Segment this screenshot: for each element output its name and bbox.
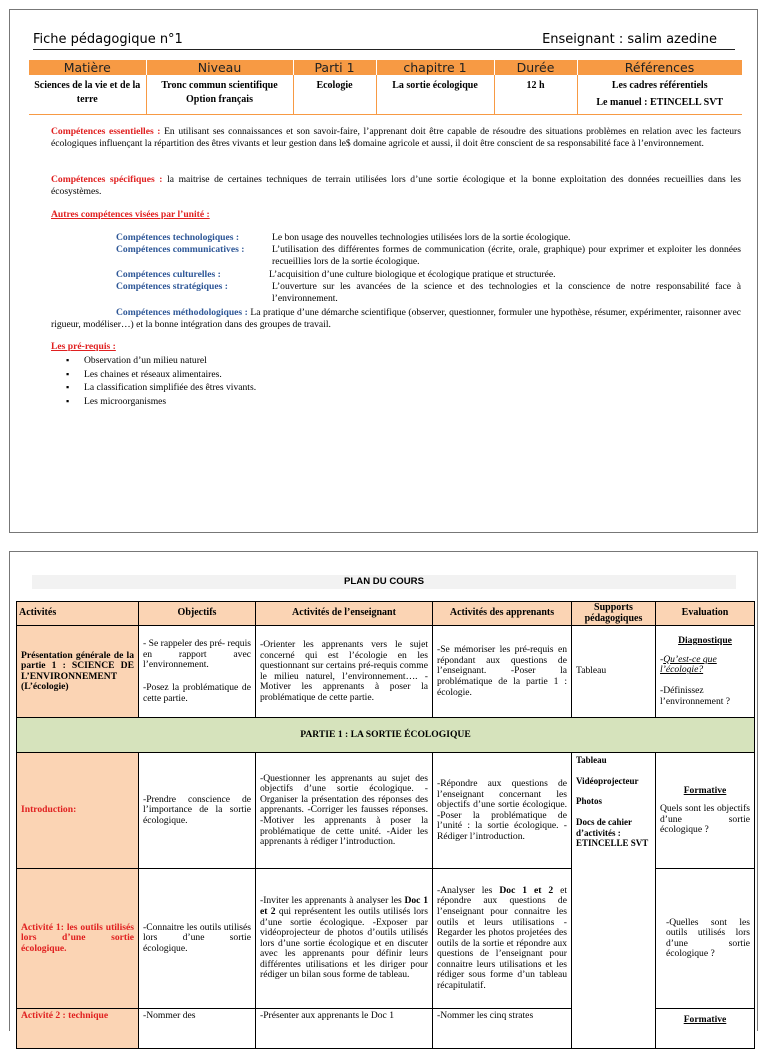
- evaluation-type: Diagnostique: [678, 635, 732, 647]
- references-cell: [577, 75, 742, 115]
- table-row: [17, 626, 755, 718]
- competence-text: Le bon usage des nouvelles technologies utilisées lors de la sortie écologique.: [272, 232, 571, 243]
- evaluation-type: Formative: [683, 1014, 727, 1026]
- competence-text: L’acquisition d’une culture biologique et écologique pratique et structurée.: [269, 269, 556, 280]
- competence-technologique: [116, 232, 741, 244]
- meta-header-cell: Matière: [29, 60, 146, 75]
- support-item: Vidéoprojecteur: [576, 775, 639, 786]
- niveau-line: Tronc commun scientifique: [161, 80, 278, 91]
- support-item: Docs de cahier d’activités : ETINCELLE SVT: [576, 816, 649, 849]
- competences-essentielles-label: Compétences essentielles :: [51, 126, 161, 137]
- competence-strategique: [116, 281, 741, 305]
- evaluation-cell: Diagnostique -Qu’est-ce que l’écologie? -Définissez l’environnement ?: [656, 626, 755, 718]
- competences-essentielles-text: En utilisant ses connaissances et son savoir-faire, l’apprenant doit être capable de résoudre des situations problèmes en relation avec les facteurs écologiques influençant la répartition des êtres vivants et leur gestion dans le$ domaine agricole et aussi, il doit être conscient de sa responsabilité face à l’environnement.: [51, 126, 741, 149]
- niveau-cell: [146, 75, 293, 115]
- competence-methodologique: [51, 307, 741, 330]
- plan-header-cell: Activités des apprenants: [433, 602, 572, 626]
- competences-essentielles: [51, 126, 741, 149]
- objective-cell: -Nommer des: [139, 1009, 256, 1049]
- prerequis-heading: [51, 341, 741, 353]
- chapitre-cell: La sortie écologique: [376, 75, 494, 115]
- meta-header-cell: Références: [577, 60, 742, 75]
- list-item: ▪ Les microorganismes: [66, 395, 256, 409]
- text-span-bold: Doc 1 et 2: [260, 895, 428, 917]
- competence-label: Compétences technologiques :: [116, 232, 240, 243]
- evaluation-type: Formative: [683, 784, 727, 796]
- teacher-activity-cell: -Orienter les apprenants vers le sujet concerné qui est l’écologie en les questionnant sur certains pré-requis comme le milieu naturel, l’environnement…. -Motiver les apprenants à poser la problématique de cette partie.: [256, 626, 433, 718]
- evaluation-question: -Définissez l’environnement ?: [660, 684, 731, 707]
- competence-culturelle: [116, 269, 741, 281]
- niveau-line: Option français: [186, 94, 253, 105]
- activity-cell: [17, 1009, 139, 1049]
- text-span: -Inviter les apprenants à analyser les: [260, 895, 405, 907]
- support-item: Photos: [576, 796, 603, 807]
- objective-cell: [139, 626, 256, 718]
- references-line: Le manuel : ETINCELL SVT: [596, 97, 724, 108]
- activity-cell: Présentation générale de la partie 1 : SCIENCE DE L’ENVIRONNEMENT (L’écologie): [17, 626, 139, 718]
- activity-cell: [17, 753, 139, 869]
- parti-cell: Ecologie: [293, 75, 376, 115]
- plan-table: [16, 601, 755, 1049]
- evaluation-cell: [656, 753, 755, 869]
- table-row: [17, 753, 755, 869]
- activity-cell: [17, 869, 139, 1009]
- teacher-name: Enseignant : salim azedine: [542, 32, 717, 47]
- prerequis-label: Les pré-requis :: [51, 341, 116, 352]
- competence-label: Compétences méthodologiques :: [116, 307, 248, 318]
- competence-text: La pratique d’une démarche scientifique (observer, questionner, formuler une hypothèse, résumer, expérimenter, raisonner avec rigueur, modéliser…) et la bonne intégration dans des groupes de travail.: [51, 307, 741, 330]
- competence-communicative: [116, 244, 741, 268]
- matiere-cell: Sciences de la vie et de la terre: [29, 75, 146, 115]
- plan-header-cell: Evaluation: [656, 602, 755, 626]
- competence-text: L’utilisation des différentes formes de communication (écrite, orale, graphique) pour exprimer et exploiter les données recueillies lors de la sortie écologique.: [272, 244, 741, 267]
- document-page-1: [9, 9, 758, 533]
- support-cell: Tableau: [572, 626, 656, 718]
- plan-header-cell: Activités: [17, 602, 139, 626]
- document-page-2: [9, 551, 758, 1031]
- competences-specifiques-label: Compétences spécifiques :: [51, 174, 163, 185]
- meta-header-cell: chapitre 1: [376, 60, 494, 75]
- duree-cell: 12 h: [494, 75, 577, 115]
- meta-header-cell: Durée: [494, 60, 577, 75]
- references-line: Les cadres référentiels: [611, 80, 708, 91]
- objective-text: -Posez la problématique de cette partie.: [143, 681, 251, 704]
- meta-header-cell: Niveau: [146, 60, 293, 75]
- evaluation-cell: [656, 1009, 755, 1049]
- plan-header-cell: Supports pédagogiques: [572, 602, 656, 626]
- autres-competences-label: Autres compétences visées par l’unité :: [51, 209, 210, 220]
- learner-activity-cell: -Nommer les cinq strates: [433, 1009, 572, 1049]
- teacher-activity-cell: -Présenter aux apprenants le Doc 1: [256, 1009, 433, 1049]
- meta-header-row: [29, 60, 742, 75]
- evaluation-question: Quels sont les objectifs d’une sortie écologique ?: [660, 803, 750, 836]
- sheet-title: Fiche pédagogique n°1: [33, 32, 183, 47]
- partie-title: PARTIE 1 : LA SORTIE ÉCOLOGIQUE: [17, 718, 755, 753]
- meta-value-row: [29, 75, 742, 115]
- list-item: ▪ La classification simplifiée des êtres vivants.: [66, 381, 256, 395]
- activity-title: Introduction:: [21, 804, 77, 816]
- supports-cell: [572, 753, 656, 1049]
- support-item: Tableau: [576, 755, 607, 766]
- page-header: [33, 32, 735, 50]
- plan-header-cell: Activités de l’enseignant: [256, 602, 433, 626]
- list-item: ▪ Observation d’un milieu naturel: [66, 354, 256, 368]
- learner-activity-cell: [433, 869, 572, 1009]
- evaluation-cell: -Quelles sont les outils utilisés lors d’une sortie écologique ?: [656, 869, 755, 1009]
- competences-specifiques: [51, 174, 741, 197]
- text-span-bold: Doc 1 et 2: [499, 884, 554, 896]
- list-item: ▪ Les chaines et réseaux alimentaires.: [66, 368, 256, 382]
- competence-text: L’ouverture sur les avancées de la science et des technologies et la conscience de notre responsabilité face à l’environnement.: [272, 281, 741, 304]
- text-span: -Analyser les: [437, 884, 500, 896]
- activity-title: Activité 1: les outils utilisés lors d’une sortie écologique.: [21, 921, 134, 954]
- partie-row: [17, 718, 755, 753]
- evaluation-question: Qu’est-ce que l’écologie?: [660, 653, 717, 676]
- teacher-activity-cell: -Questionner les apprenants au sujet des objectifs d’une sortie écologique. -Organiser la présentation des réponses des apprenants. -Corriger les fausses réponses. -Motiver les apprenants à poser la problématique de cette unité. -Aider les apprenants à rédiger l’introduction.: [256, 753, 433, 869]
- objective-cell: -Prendre conscience de l’importance de la sortie écologique.: [139, 753, 256, 869]
- objective-text: - Se rappeler des pré- requis en rapport avec l’environnement.: [143, 638, 251, 671]
- competence-label: Compétences culturelles :: [116, 269, 221, 280]
- activity-title: Activité 2 : technique: [21, 1010, 109, 1022]
- competence-label: Compétences communicatives :: [116, 244, 245, 255]
- teacher-activity-cell: [256, 869, 433, 1009]
- text-span: qui représentent les outils utilisés lors d’une sortie écologique. -Exposer par vidéoprojecteur de photos d’outils utilisés lors d’une sortie écologique et en discuter avec les apprenants pour définir leurs différentes utilisations et les diriger pour rédiger un bilan sous forme de tableau.: [260, 905, 428, 981]
- plan-title: PLAN DU COURS: [32, 575, 736, 589]
- plan-header-row: [17, 602, 755, 626]
- course-meta-table: [29, 60, 743, 115]
- autres-competences-heading: [51, 209, 741, 221]
- competences-specifiques-text: la maitrise de certaines techniques de terrain utilisées lors d’une sortie écologique et la bonne exploitation des données recueillies dans les écosystèmes.: [51, 174, 741, 197]
- objective-cell: -Connaitre les outils utilisés lors d’une sortie écologique.: [139, 869, 256, 1009]
- prerequis-list: [66, 354, 256, 408]
- learner-activity-cell: -Se mémoriser les pré-requis en répondant aux questions de l’enseignant. -Poser la problématique de la partie 1 : écologie.: [433, 626, 572, 718]
- meta-header-cell: Parti 1: [293, 60, 376, 75]
- competence-label: Compétences stratégiques :: [116, 281, 228, 292]
- plan-header-cell: Objectifs: [139, 602, 256, 626]
- text-span: et répondre aux questions de l’enseignant pour connaitre les outils et leurs utilisations -Regarder les photos projetées des outils de la sortie et répondre aux questions de l’enseignant pour connaitre leurs utilisations et les rédiger sous forme d’un tableau récapitulatif.: [437, 884, 568, 992]
- learner-activity-cell: -Répondre aux questions de l’enseignant concernant les objectifs d’une sortie écologique. -Poser la problématique de l’unité : la sortie écologique. -Rédiger l’introduction.: [433, 753, 572, 869]
